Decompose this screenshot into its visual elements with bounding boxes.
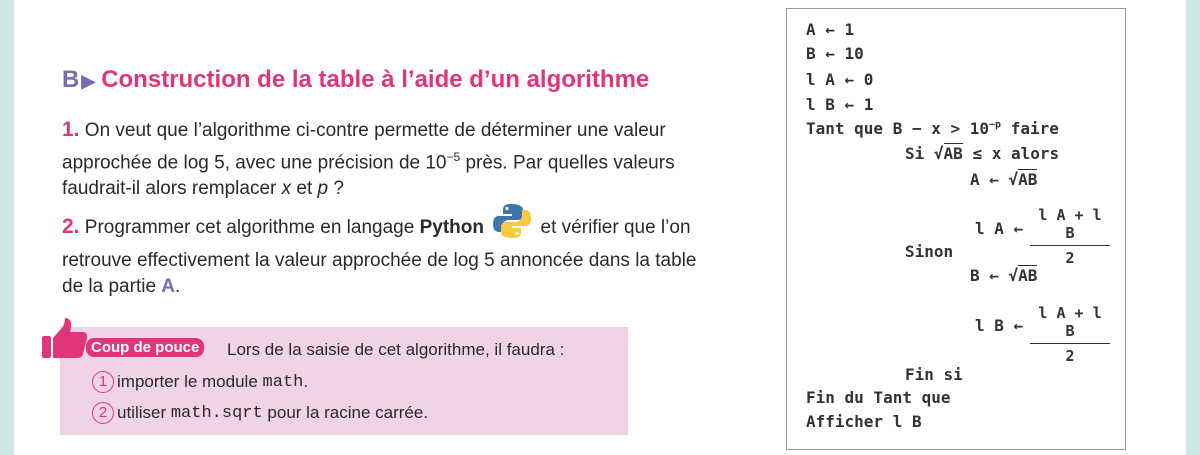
python-label: Python bbox=[419, 217, 484, 239]
algo-fraction-2 bbox=[1030, 304, 1110, 365]
hint-badge: Coup de pouce bbox=[86, 338, 204, 357]
question-2-text-b: et vérifier que l’on bbox=[535, 217, 691, 239]
section-title bbox=[62, 66, 649, 94]
algo-si: Si bbox=[905, 144, 934, 163]
question-1 bbox=[62, 117, 762, 202]
algo-assign-a: A ← bbox=[970, 170, 1009, 189]
question-1-end: ? bbox=[328, 178, 344, 200]
question-1-line1: On veut que l’algorithme ci-contre permette de déterminer une valeur bbox=[84, 120, 666, 141]
variable-p: p bbox=[317, 178, 329, 200]
algo-line-8: l A ← bbox=[975, 219, 1024, 238]
step-1-code: math bbox=[262, 372, 304, 392]
algo-while-condition: Tant que B − x > 10 bbox=[806, 119, 990, 138]
question-1-exponent: −5 bbox=[446, 150, 461, 164]
algo-line-7 bbox=[970, 170, 1037, 189]
algo-line-4: l B ← 1 bbox=[806, 95, 874, 114]
fraction-1-numerator: l A + l B bbox=[1038, 206, 1102, 242]
step-2-end: pour la racine carrée. bbox=[267, 403, 429, 422]
sqrt-symbol-icon: √ bbox=[1008, 266, 1019, 285]
python-logo-icon bbox=[493, 202, 531, 248]
question-1-number: 1. bbox=[62, 118, 80, 141]
algo-line-1: A ← 1 bbox=[806, 20, 855, 39]
part-a-reference: A bbox=[161, 276, 176, 297]
question-2 bbox=[62, 208, 762, 300]
section-letter: B bbox=[62, 66, 80, 93]
step-2-text: utiliser bbox=[117, 403, 167, 422]
variable-x: x bbox=[281, 178, 292, 200]
algo-sqrt-arg: AB bbox=[1018, 170, 1038, 189]
algo-alors: ≤ x alors bbox=[962, 144, 1060, 163]
question-2-number: 2. bbox=[62, 215, 80, 239]
question-2-text: Programmer cet algorithme en langage bbox=[84, 217, 420, 239]
algo-line-3: l A ← 0 bbox=[806, 70, 874, 89]
thumbs-up-icon bbox=[42, 318, 90, 367]
question-2-line3: de la partie bbox=[62, 276, 162, 297]
algo-line-11: l B ← bbox=[975, 316, 1024, 335]
hint-intro: Lors de la saisie de cet algorithme, il faudra : bbox=[227, 340, 565, 359]
question-1-line2: approchée de log 5, avec une précision de 10 bbox=[62, 152, 447, 174]
algo-sqrt-arg: AB bbox=[1018, 266, 1038, 285]
question-1-line2b: près. Par quelles valeurs bbox=[460, 152, 675, 174]
algo-line-9: Sinon bbox=[905, 242, 954, 261]
fraction-2-numerator: l A + l B bbox=[1038, 304, 1102, 340]
step-1-end: . bbox=[303, 372, 309, 391]
sqrt-symbol-icon: √ bbox=[1008, 170, 1019, 189]
step-2-code: math.sqrt bbox=[170, 403, 263, 423]
algo-line-13: Fin du Tant que bbox=[806, 388, 951, 407]
sqrt-symbol-icon: √ bbox=[933, 144, 944, 163]
algo-line-2: B ← 10 bbox=[806, 44, 864, 63]
question-1-et: et bbox=[291, 178, 318, 200]
algo-line-12: Fin si bbox=[905, 365, 963, 384]
section-title-text: Construction de la table à l’aide d’un algorithme bbox=[101, 66, 650, 93]
hint-step-2 bbox=[92, 402, 428, 424]
fraction-1-denominator: 2 bbox=[1065, 249, 1075, 267]
algo-line-6 bbox=[905, 144, 1059, 163]
play-arrow-icon: ▶ bbox=[81, 71, 96, 91]
algo-assign-b: B ← bbox=[970, 266, 1009, 285]
algo-line-10 bbox=[970, 266, 1037, 285]
hint-step-1 bbox=[92, 371, 308, 393]
fraction-2-denominator: 2 bbox=[1065, 347, 1075, 365]
question-1-line3: faudrait-il alors remplacer bbox=[62, 178, 282, 200]
algo-fraction-1 bbox=[1030, 206, 1110, 267]
fraction-bar bbox=[1030, 245, 1110, 246]
algo-line-5 bbox=[806, 119, 1059, 138]
fraction-bar bbox=[1030, 343, 1110, 344]
algo-line-14: Afficher l B bbox=[806, 412, 922, 431]
algo-sqrt-arg: AB bbox=[943, 144, 963, 163]
question-2-line2: retrouve effectivement la valeur approchée de log 5 annoncée dans la table bbox=[62, 250, 697, 271]
question-2-end: . bbox=[175, 276, 181, 297]
algo-exponent: −p bbox=[989, 119, 1002, 131]
step-1-text: importer le module bbox=[117, 372, 258, 391]
step-2-number: 2 bbox=[92, 402, 114, 424]
step-1-number: 1 bbox=[92, 371, 114, 393]
algo-faire: faire bbox=[1001, 119, 1059, 138]
